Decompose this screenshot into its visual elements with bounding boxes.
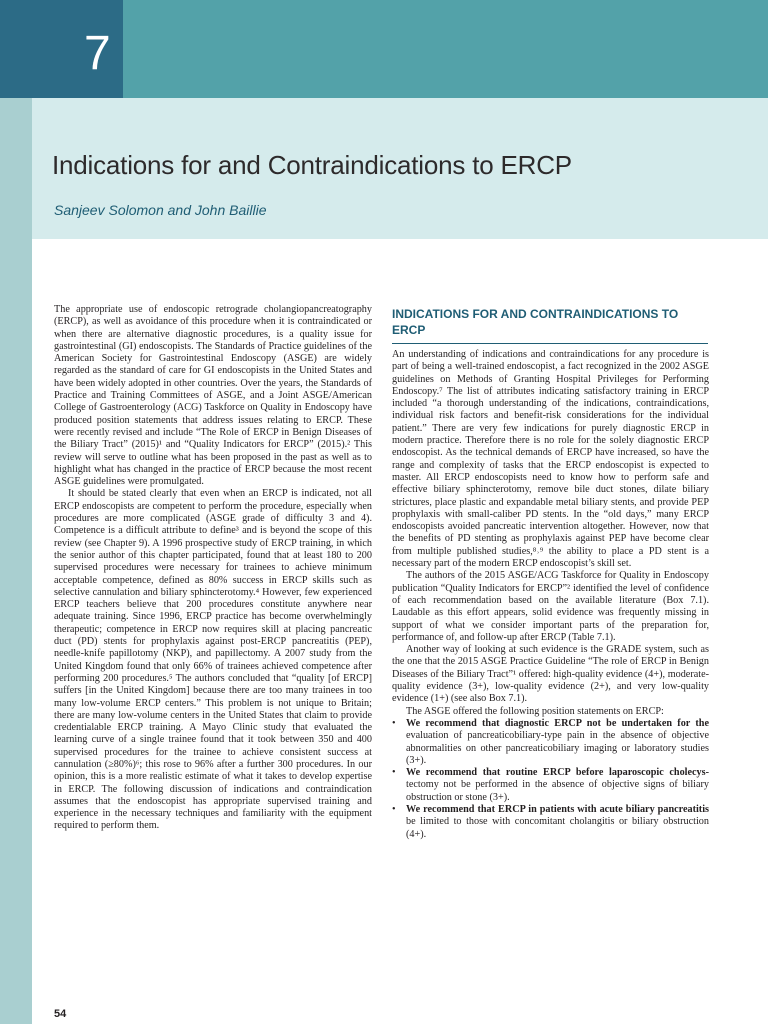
- right-column: [392, 349, 709, 841]
- recommendation-text: tectomy not be performed in the absence of objective signs of biliary obstruction or stone (3+).: [406, 779, 709, 803]
- recommendation-bold: We recommend that ERCP in patients with acute biliary pancreatitis: [406, 803, 709, 815]
- body-paragraph: Another way of looking at such evidence is the GRADE system, such as the one that the 2015 ASGE Practice Guideline “The role of ERCP in Benign Diseases of the Biliary Tract”¹ offered: high-quality evidence (4+), moderate-quality evidence (3+), low-quality evidence (2+), and very low-quality evidence (1+) (see also Box 7.1).: [392, 644, 709, 705]
- body-paragraph: The appropriate use of endoscopic retrograde cholangiopancreatography (ERCP), as well as avoidance of this procedure when it is contraindicated or when there are alternative diagnostic procedures, is a quality issue for gastrointestinal (GI) endoscopists. The Standards of Practice guidelines of the American Society for Gastrointestinal Endoscopy (ASGE) are widely regarded as the standard of care for GI endoscopists in the United States and have been widely adopted in other countries. Over the years, the Standards of Practice and Training Committees of ASGE, and a Joint ASGE/American College of Gastroenterology (ACG) Taskforce on Quality in Endoscopy have produced position statements that address issues relating to ERCP. These were recently revised and include “The Role of ERCP in Benign Diseases of the Biliary Tract” (2015)¹ and “Quality Indicators for ERCP” (2015).² This review will serve to outline what has been proposed in the past as well as to highlight what has changed in the practice of ERCP because the most recent ASGE guidelines were promulgated.: [54, 304, 372, 488]
- body-paragraph: The ASGE offered the following position statements on ERCP:: [406, 705, 664, 717]
- chapter-title: Indications for and Contraindications to ERCP: [52, 150, 572, 180]
- chapter-number: 7: [84, 27, 111, 80]
- chapter-number-box: [0, 0, 123, 98]
- section-heading: INDICATIONS FOR AND CONTRAINDICATIONS TO ERCP: [392, 307, 679, 337]
- list-item: [392, 804, 709, 841]
- position-statements-list: [392, 718, 709, 841]
- body-paragraph: An understanding of indications and contraindications for any procedure is part of being a well-trained endoscopist, a fact recognized in the 2002 ASGE guidelines on Methods of Granting Hospital Privileges for Performing Endoscopy.⁷ The list of attributes indicating satisfactory training in ERCP included “a thorough understanding of the indications, contraindications, individual risk factors and benefit-risk considerations for the individual patient.” There are very few indications for purely diagnostic ERCP in modern practice. Therefore there is no role for the solely diagnostic ERCP endoscopist. As the technical demands of ERCP have increased, so have the range and complexity of tasks that the ERCP endoscopist is expected to master. All ERCP endoscopists need to know how to perform safe and effective biliary sphincterotomy, remove bile duct stones, dilate biliary strictures, place plastic and expandable metal biliary stents, and provide PEP prophylaxis with small-caliber PD stents. In the “old days,” many ERCP endoscopists avoided pancreatic intervention altogether. However, now that the benefits of PD stenting as prophylaxis against PEP have become clear from multiple published studies,⁸˒⁹ the ability to place a PD stent is a necessary part of the modern ERCP endoscopist’s skill set.: [392, 349, 709, 570]
- section-divider: [392, 343, 708, 344]
- recommendation-text: be limited to those with concomitant cholangitis or biliary obstruction (4+).: [406, 816, 709, 840]
- body-paragraph: The authors of the 2015 ASGE/ACG Taskforce for Quality in Endoscopy publication “Quality Indicators for ERCP”² identified the level of confidence of each recommendation based on the available literature (Box 7.1). Laudable as this effort appears, solid evidence was frequently missing in support of what we consider important parts of the preparation for, performance of, and follow-up after ERCP (Table 7.1).: [392, 570, 709, 643]
- chapter-authors: Sanjeev Solomon and John Baillie: [54, 202, 267, 218]
- side-strip: [0, 98, 32, 1024]
- page-number: 54: [54, 1008, 67, 1020]
- list-item: [392, 718, 709, 767]
- title-block: [32, 98, 768, 239]
- recommendation-bold: We recommend that routine ERCP before laparoscopic cholecys-: [406, 767, 709, 779]
- recommendation-text: evaluation of pancreaticobiliary-type pain in the absence of objective abnormalities on other pancreaticobiliary imaging or laboratory studies (3+).: [406, 730, 709, 766]
- left-column: [54, 304, 372, 833]
- body-paragraph: It should be stated clearly that even when an ERCP is indicated, not all ERCP endoscopists are competent to perform the procedure, especially when procedures are more complicated (ASGE grade of difficulty 3 and 4). Competence is a difficult attribute to define³ and is beyond the scope of this review (see Chapter 9). A 1996 prospective study of ERCP training, in which the senior author of this chapter participated, found that at least 180 to 200 supervised procedures were necessary for trainees to achieve minimum acceptable competence, defined as 80% success in ERCP skills such as selective cannulation and biliary sphincterotomy.⁴ However, few experienced ERCP teachers believe that 200 procedures constitute anywhere near adequate training. Since 1996, ERCP practice has become overwhelmingly therapeutic; competence in ERCP now requires skill at placing pancreatic duct (PD) stents for prophylaxis against post-ERCP pancreatitis (PEP), needle-knife papillotomy (NKP), and papillectomy. A 2007 study from the United Kingdom found that only 66% of trainees achieved competence after performing 200 procedures.⁵ The authors concluded that “quality [of ERCP] suffers [in the United Kingdom] because there are too many trainees in too many low-volume ERCP centers.” This problem is not unique to Britain; there are many low-volume centers in the United States that claim to provide credentialable ERCP training. A Mayo Clinic study that evaluated the learning curve of a single trainee found that it took between 350 and 400 supervised procedures for the trainee to achieve consistent success at cannulation (≥80%)⁶; this rose to 96% after a further 300 procedures. In our opinion, this is a more realistic estimate of what it takes to develop expertise in ERCP. The following discussion of indications and contraindication assumes that the endoscopist has appropriate supervised training and experience in the necessary techniques and familiarity with the equipment required to perform them.: [54, 488, 372, 832]
- recommendation-bold: We recommend that diagnostic ERCP not be undertaken for the: [406, 717, 709, 729]
- list-item: [392, 767, 709, 804]
